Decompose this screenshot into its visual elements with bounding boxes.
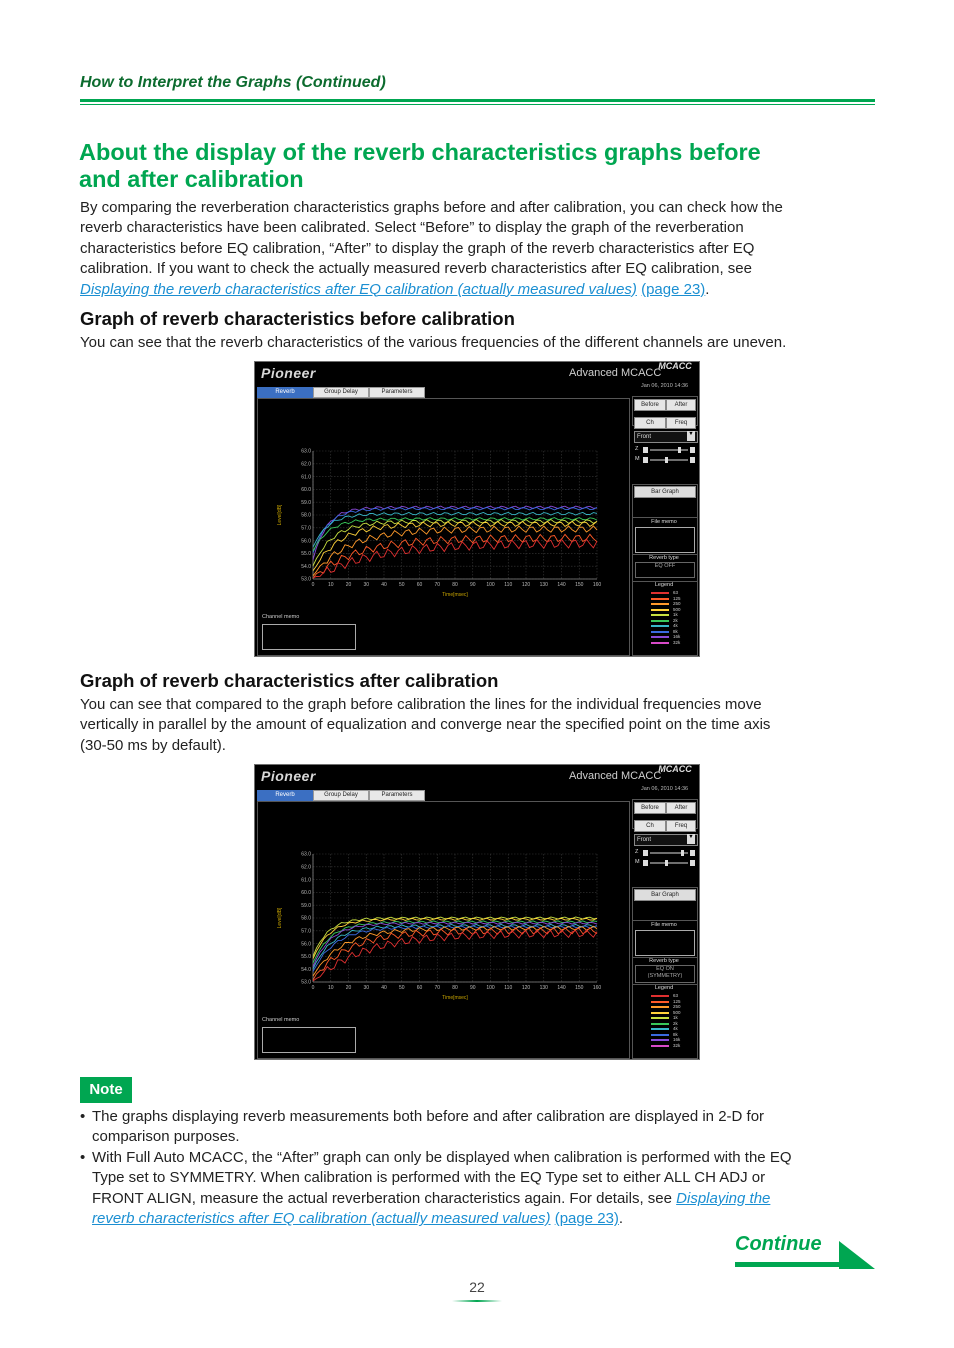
legend-swatch <box>651 1039 669 1041</box>
y-tick-label: 62.0 <box>301 864 311 871</box>
y-tick-label: 63.0 <box>301 448 311 455</box>
legend-swatch <box>651 1012 669 1014</box>
legend-label: 16k <box>673 634 681 639</box>
legend-label: 4k <box>673 623 678 628</box>
legend-swatch <box>651 603 669 605</box>
y-tick-label: 53.0 <box>301 979 311 986</box>
product-name: Advanced MCACC <box>569 367 662 379</box>
legend-swatch <box>651 614 669 616</box>
pioneer-logo: Pioneer <box>261 365 316 381</box>
tab-group-delay[interactable]: Group Delay <box>313 387 369 398</box>
legend-swatch <box>651 598 669 600</box>
legend-swatch <box>651 1017 669 1019</box>
x-tick-label: 80 <box>452 582 458 588</box>
page-number: 22 <box>469 1279 485 1295</box>
x-tick-label: 0 <box>311 985 315 991</box>
legend-title: Legend <box>654 985 674 991</box>
x-axis-label: Time[msec] <box>442 995 468 1001</box>
x-tick-label: 140 <box>557 582 566 588</box>
legend-swatch <box>651 1028 669 1030</box>
before-button[interactable]: Before <box>634 802 666 814</box>
page-number-rule <box>452 1300 502 1302</box>
series-line <box>313 930 597 981</box>
x-tick-label: 150 <box>575 582 584 588</box>
x-tick-label: 110 <box>504 985 513 991</box>
legend-label: 8k <box>673 628 678 634</box>
x-tick-label: 150 <box>575 985 584 991</box>
ch-button[interactable]: Ch <box>634 417 666 429</box>
mcacc-badge: MCACC <box>658 361 692 371</box>
x-tick-label: 50 <box>398 985 405 991</box>
y-tick-label: 56.0 <box>301 941 311 948</box>
date-text: Jan 06, 2010 14:36 <box>641 786 689 792</box>
zoom-sliders[interactable] <box>643 446 695 466</box>
tab-parameters[interactable]: Parameters <box>369 387 425 398</box>
after-screenshot <box>254 764 700 1060</box>
x-tick-label: 70 <box>434 582 441 588</box>
x-tick-label: 140 <box>557 985 566 991</box>
legend-title: Legend <box>654 582 674 588</box>
channel-select[interactable]: Front <box>634 834 698 846</box>
legend-label: 250 <box>673 601 681 606</box>
x-tick-label: 20 <box>345 985 352 991</box>
y-tick-label: 60.0 <box>301 890 311 897</box>
reverb-measured-link-2[interactable]: Displaying the <box>676 1189 771 1207</box>
x-tick-label: 90 <box>469 985 476 991</box>
mcacc-badge: MCACC <box>658 764 692 774</box>
x-tick-label: 100 <box>486 582 495 588</box>
legend-swatch <box>651 631 669 633</box>
legend-swatch <box>651 1045 669 1047</box>
x-tick-label: 20 <box>345 582 352 588</box>
y-tick-label: 56.0 <box>301 538 311 545</box>
legend-label: 4k <box>673 1026 678 1031</box>
y-tick-label: 61.0 <box>301 474 311 481</box>
ch-button[interactable]: Ch <box>634 820 666 832</box>
chevron-down-icon[interactable]: ▼ <box>687 431 695 441</box>
reverb-measured-link-2b[interactable]: reverb characteristics after EQ calibration (actually measured values) <box>92 1210 551 1228</box>
before-screenshot <box>254 361 700 657</box>
after-button[interactable]: After <box>666 399 696 411</box>
legend-label: 1k <box>673 612 678 617</box>
legend-swatch <box>651 620 669 622</box>
legend-label: 63 <box>673 590 679 595</box>
legend-swatch <box>651 592 669 594</box>
x-tick-label: 10 <box>327 985 334 991</box>
y-tick-label: 53.0 <box>301 576 311 583</box>
x-tick-label: 160 <box>592 985 602 991</box>
running-header: How to Interpret the Graphs (Continued) <box>80 74 386 91</box>
header-rule-thin <box>80 104 875 105</box>
x-tick-label: 60 <box>416 985 423 991</box>
y-tick-label: 58.0 <box>301 915 311 922</box>
x-tick-label: 40 <box>381 985 387 991</box>
pioneer-logo: Pioneer <box>261 768 316 784</box>
legend-swatch <box>651 642 669 644</box>
x-tick-label: 50 <box>398 582 405 588</box>
reverb-measured-link[interactable]: Displaying the reverb characteristics after EQ calibration (actually measured values) <box>80 280 637 298</box>
continue-link[interactable]: Continue <box>735 1233 822 1255</box>
x-tick-label: 40 <box>381 582 387 588</box>
y-tick-label: 60.0 <box>301 487 311 494</box>
freq-button[interactable]: Freq <box>666 820 696 832</box>
legend-swatch <box>651 1006 669 1008</box>
product-name: Advanced MCACC <box>569 770 662 782</box>
y-tick-label: 59.0 <box>301 499 311 506</box>
channel-memo-box[interactable] <box>262 624 356 650</box>
x-tick-label: 120 <box>521 985 531 991</box>
header-rule <box>80 99 875 102</box>
page-23-link-2[interactable]: (page 23) <box>554 1210 619 1228</box>
y-axis-label: Level[dB] <box>277 907 283 929</box>
tab-reverb[interactable]: Reverb <box>257 790 313 801</box>
file-memo-input[interactable] <box>635 930 695 956</box>
note-label: Note <box>80 1077 132 1103</box>
section-title: About the display of the reverb characteristics graphs before and after calibration <box>79 139 761 192</box>
legend-label: 250 <box>673 1004 681 1009</box>
x-tick-label: 130 <box>539 985 548 991</box>
before-heading: Graph of reverb characteristics before calibration <box>80 308 515 329</box>
legend-label: 1k <box>673 1015 678 1020</box>
x-axis-label: Time[msec] <box>442 592 468 598</box>
m-label: M <box>635 859 640 865</box>
channel-memo-box[interactable] <box>262 1027 356 1053</box>
file-memo-input[interactable] <box>635 527 695 553</box>
x-tick-label: 80 <box>452 985 458 991</box>
continue-arrow-icon[interactable] <box>735 1240 875 1270</box>
tab-group-delay[interactable]: Group Delay <box>313 790 369 801</box>
x-tick-label: 0 <box>311 582 315 588</box>
reverb-type-value: EQ ON (SYMMETRY) <box>635 965 695 983</box>
legend-label: 500 <box>673 606 681 612</box>
y-tick-label: 55.0 <box>301 551 311 558</box>
x-tick-label: 110 <box>504 582 513 588</box>
legend-swatch <box>651 995 669 997</box>
after-button[interactable]: After <box>666 802 696 814</box>
x-tick-label: 160 <box>592 582 602 588</box>
y-axis-label: Level[dB] <box>277 504 283 526</box>
legend-swatch <box>651 625 669 627</box>
freq-button[interactable]: Freq <box>666 417 696 429</box>
reverb-type-value: EQ OFF <box>635 562 695 578</box>
chevron-down-icon[interactable]: ▼ <box>687 834 695 844</box>
page-23-link[interactable]: (page 23) <box>641 280 706 298</box>
file-memo-label: File memo <box>651 519 677 525</box>
x-tick-label: 90 <box>469 582 476 588</box>
y-tick-label: 63.0 <box>301 851 311 858</box>
x-tick-label: 70 <box>434 985 441 991</box>
intro-paragraph: By comparing the reverberation characteristics graphs before and after calibration, you can check how the reverb characteristics have been calibrated. Select “Before” to display the graph of the reverberation characteristics before EQ calibration, “After” to display the graph of the reverb characteristics after EQ calibration. If you want to check the actually measured reverb characteristics after EQ calibration, see Displaying the reverb characteristics after EQ calibration (actually measured values) (page 23). <box>80 199 783 298</box>
after-heading: Graph of reverb characteristics after calibration <box>80 670 499 691</box>
x-tick-label: 60 <box>416 582 423 588</box>
y-tick-label: 55.0 <box>301 954 311 961</box>
legend-swatch <box>651 609 669 611</box>
x-tick-label: 30 <box>363 582 370 588</box>
y-tick-label: 57.0 <box>301 525 311 532</box>
zoom-label: Z <box>635 849 639 855</box>
reverb-type-label: Reverb type <box>649 555 679 561</box>
file-memo-label: File memo <box>651 922 677 928</box>
y-tick-label: 59.0 <box>301 902 311 909</box>
legend-label: 32k <box>673 639 681 645</box>
x-tick-label: 10 <box>327 582 334 588</box>
note-bullet-2: • With Full Auto MCACC, the “After” graph can only be displayed when calibration is performed with the EQ Type set to SYMMETRY. When calibration is performed with the EQ Type set to either ALL CH ADJ or FRONT ALIGN, measure the actual reverberation characteristics again. For details, see Displaying the reverb characteristics after EQ calibration (actually measured values) (page 23). <box>80 1149 792 1228</box>
y-tick-label: 58.0 <box>301 512 311 519</box>
legend-label: 63 <box>673 993 679 998</box>
after-desc: You can see that compared to the graph before calibration the lines for the individual frequencies move vertically in parallel by the amount of equalization and converge near the specified point on the time axis (30-50 ms by default). <box>80 696 771 754</box>
legend-swatch <box>651 1034 669 1036</box>
legend-label: 125 <box>673 998 681 1004</box>
channel-select[interactable]: Front <box>634 431 698 443</box>
series-line <box>313 518 597 552</box>
bar-graph-button[interactable]: Bar Graph <box>634 889 696 901</box>
note-bullet-1: • The graphs displaying reverb measurements both before and after calibration are displayed in 2-D for comparison purposes. <box>80 1108 765 1146</box>
y-tick-label: 54.0 <box>301 563 311 570</box>
y-tick-label: 57.0 <box>301 928 311 935</box>
tab-reverb[interactable]: Reverb <box>257 387 313 398</box>
x-tick-label: 100 <box>486 985 495 991</box>
tab-parameters[interactable]: Parameters <box>369 790 425 801</box>
before-desc: You can see that the reverb characteristics of the various frequencies of the different channels are uneven. <box>80 334 787 351</box>
reverb-type-label: Reverb type <box>649 958 679 964</box>
legend-swatch <box>651 636 669 638</box>
legend-label: 2k <box>673 1020 678 1026</box>
y-tick-label: 62.0 <box>301 461 311 468</box>
x-tick-label: 30 <box>363 985 370 991</box>
legend-label: 500 <box>673 1009 681 1015</box>
bar-graph-button[interactable]: Bar Graph <box>634 486 696 498</box>
legend-label: 8k <box>673 1031 678 1037</box>
channel-memo-label: Channel memo <box>262 614 300 620</box>
channel-memo-label: Channel memo <box>262 1017 300 1023</box>
m-label: M <box>635 456 640 462</box>
y-tick-label: 61.0 <box>301 877 311 884</box>
before-button[interactable]: Before <box>634 399 666 411</box>
legend-label: 32k <box>673 1042 681 1048</box>
x-tick-label: 130 <box>539 582 548 588</box>
y-tick-label: 54.0 <box>301 966 311 973</box>
legend-swatch <box>651 1001 669 1003</box>
zoom-label: Z <box>635 446 639 452</box>
legend-label: 2k <box>673 617 678 623</box>
legend-label: 16k <box>673 1037 681 1042</box>
legend-swatch <box>651 1023 669 1025</box>
zoom-sliders[interactable] <box>643 849 695 869</box>
x-tick-label: 120 <box>521 582 531 588</box>
legend-label: 125 <box>673 595 681 601</box>
date-text: Jan 06, 2010 14:36 <box>641 383 689 389</box>
